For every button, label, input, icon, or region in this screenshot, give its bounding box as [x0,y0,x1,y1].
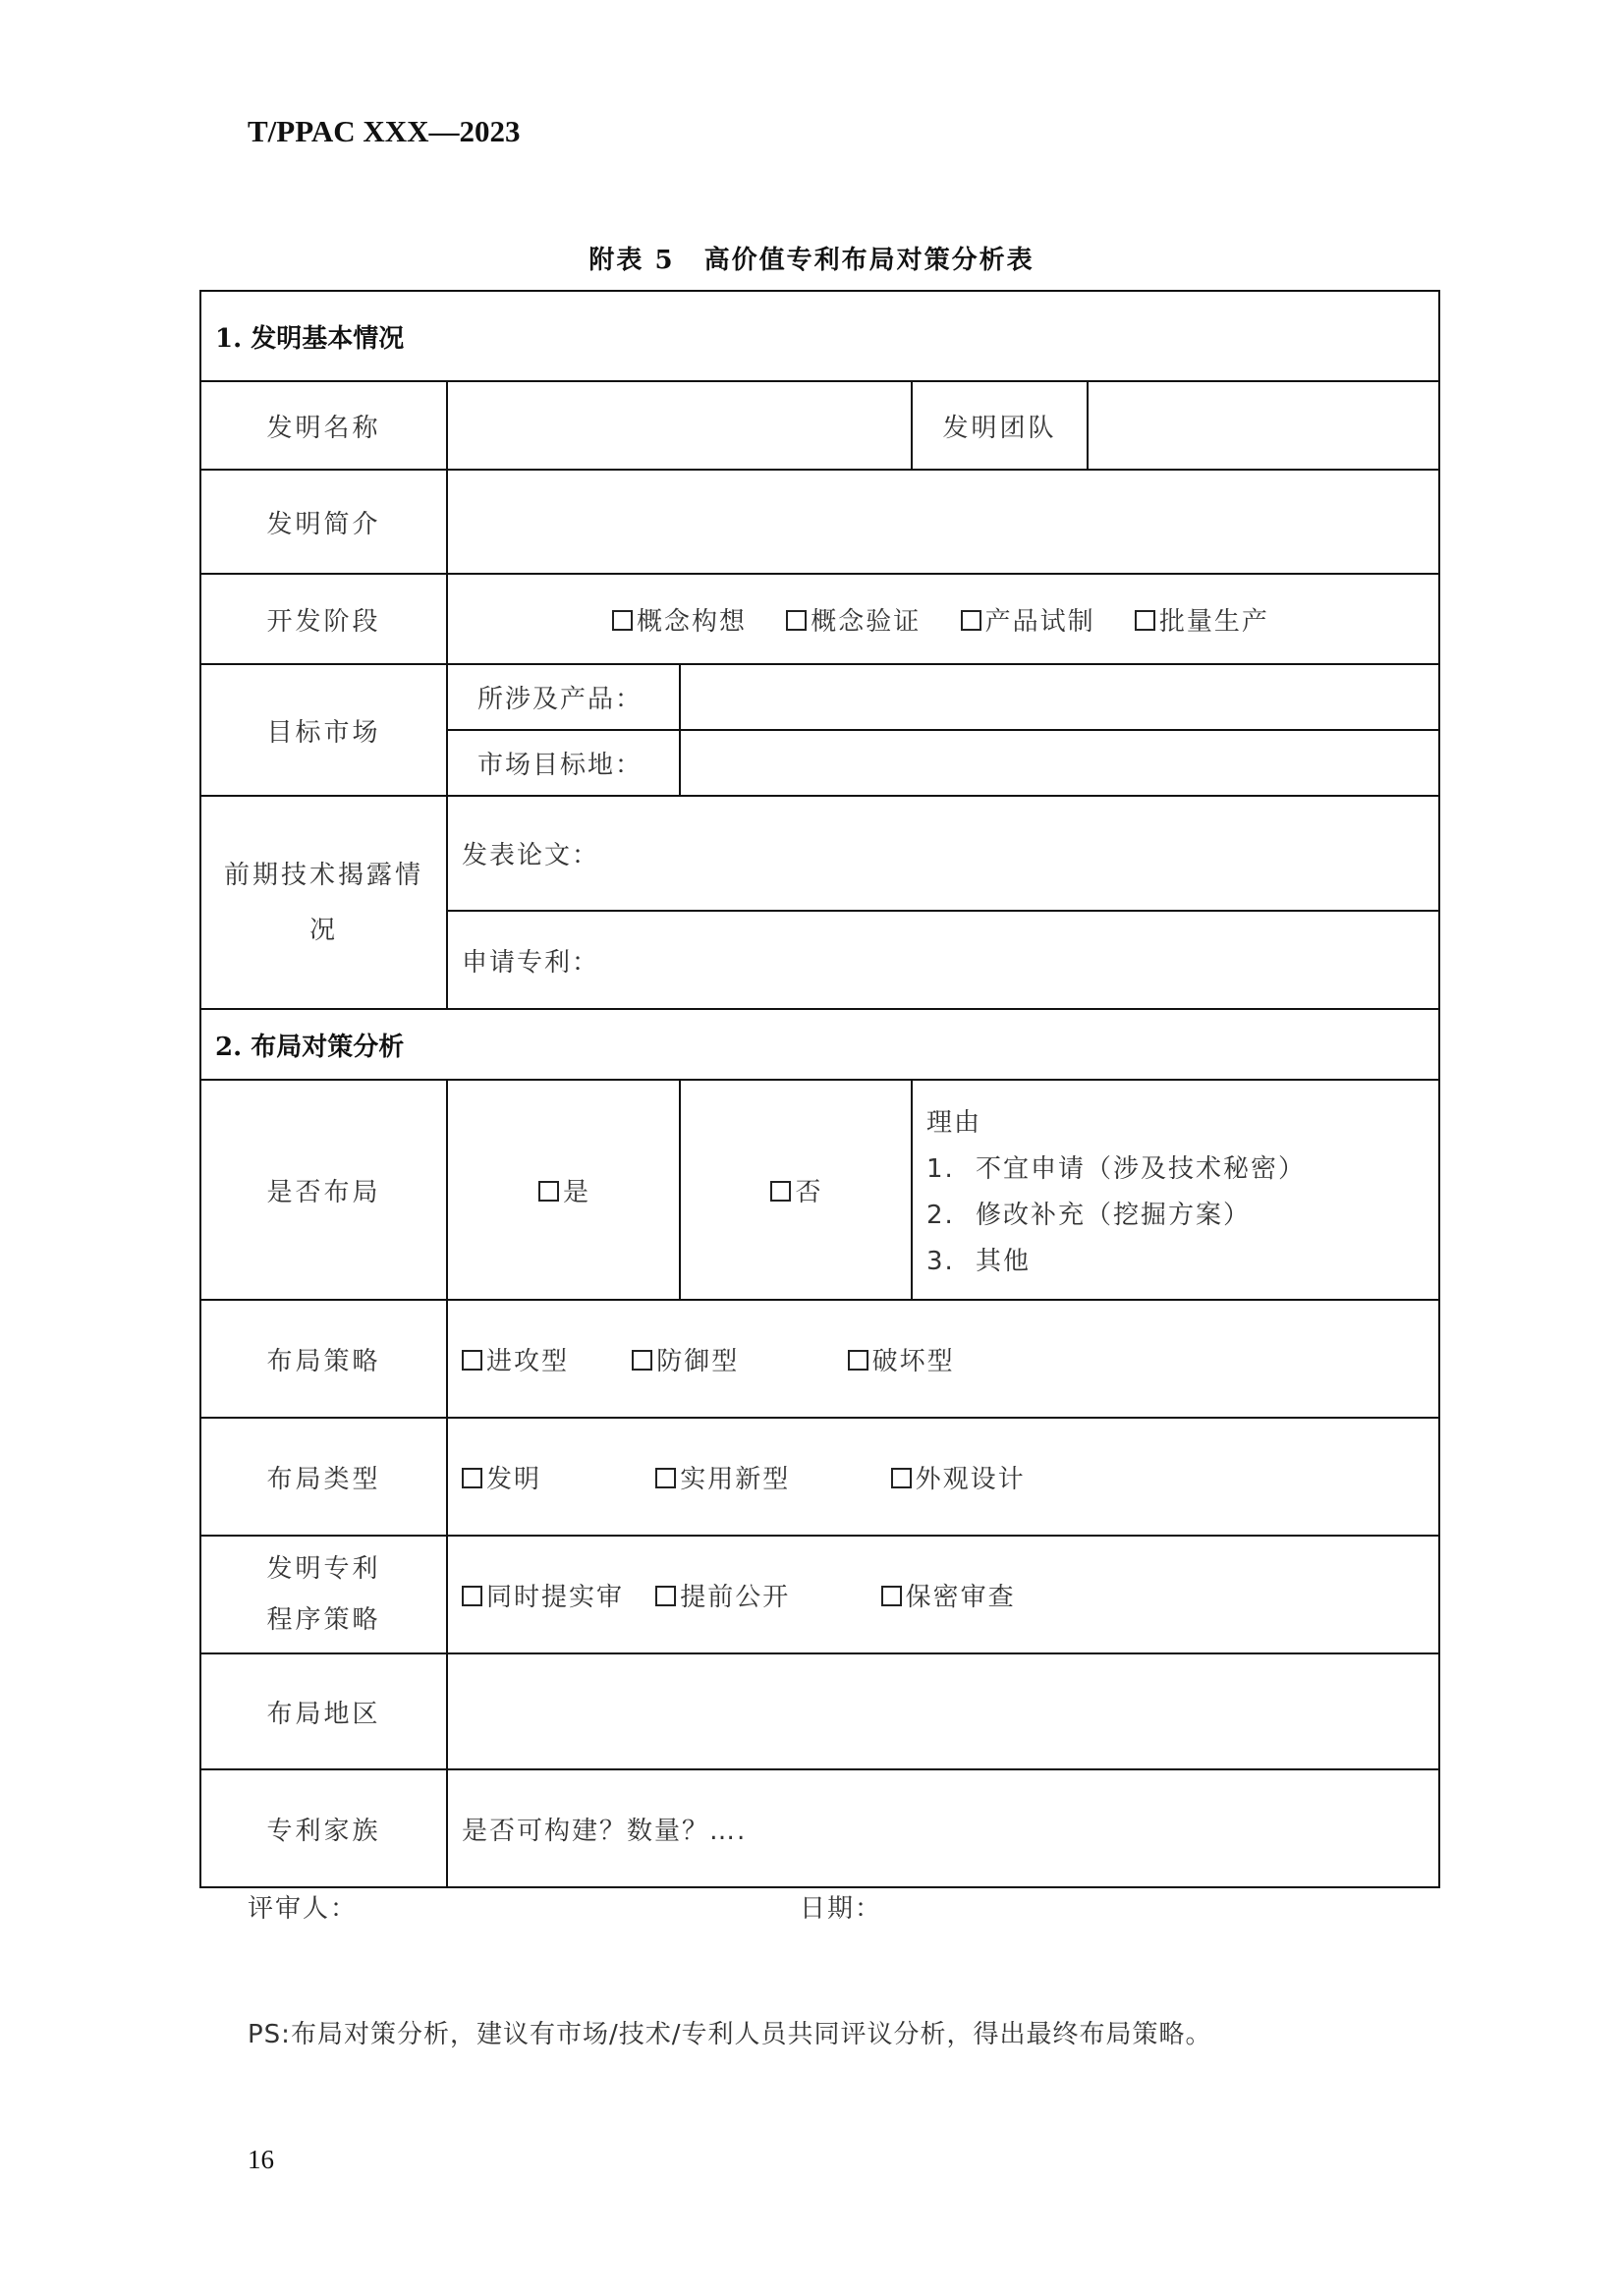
type-option[interactable]: 外观设计 [891,1459,1026,1495]
section2-row [200,1009,1439,1080]
type-option[interactable]: 实用新型 [655,1459,790,1495]
checkbox-icon [462,1586,482,1606]
stage-option[interactable]: 批量生产 [1135,601,1269,638]
invention-team-label: 发明团队 [912,381,1088,470]
strategy-option[interactable]: 破坏型 [848,1341,955,1377]
market-label: 目标市场 [200,664,447,796]
layout-no-cell [680,1080,912,1300]
procedure-row [200,1536,1439,1653]
procedure-option[interactable]: 提前公开 [655,1577,790,1613]
reason-heading: 理由 [926,1108,982,1138]
checkbox-icon [848,1350,868,1371]
market-target-field[interactable] [680,730,1439,796]
type-row [200,1418,1439,1536]
family-field[interactable]: 是否可构建？数量？…. [447,1769,1439,1887]
section2-heading: 2. 布局对策分析 [200,1009,1439,1080]
procedure-label: 发明专利 程序策略 [200,1536,447,1653]
intro-row [200,470,1439,574]
region-label: 布局地区 [200,1653,447,1769]
stage-option[interactable]: 概念验证 [786,601,921,638]
checkbox-icon [655,1586,676,1606]
section1-heading: 1. 发明基本情况 [200,291,1439,381]
invention-name-row [200,381,1439,470]
section1-row [200,291,1439,381]
invention-team-field[interactable] [1088,381,1439,470]
strategy-row [200,1300,1439,1418]
checkbox-icon [770,1181,791,1202]
layout-yes-option[interactable]: 是 [538,1172,588,1208]
type-label: 布局类型 [200,1418,447,1536]
checkbox-icon [612,610,633,631]
family-row [200,1769,1439,1887]
reviewer-label: 评审人： [248,1894,359,1924]
strategy-label: 布局策略 [200,1300,447,1418]
page-number: 16 [248,2145,274,2174]
checkbox-icon [961,610,981,631]
table-title [0,240,1623,276]
checkbox-icon [462,1468,482,1488]
disclosure-label: 前期技术揭露情况 [200,796,447,1009]
layout-decision-row [200,1080,1439,1300]
type-option[interactable]: 发明 [462,1459,541,1495]
table-title-text: 高价值专利布局对策分析表 [703,246,1035,275]
stage-label: 开发阶段 [200,574,447,664]
checkbox-icon [891,1468,912,1488]
market-product-row [200,664,1439,730]
stage-row [200,574,1439,664]
market-target-label: 市场目标地： [447,730,680,796]
patent-field[interactable]: 申请专利： [447,911,1439,1009]
reason-item: 3. 其他 [926,1247,1032,1276]
reason-item: 1. 不宜申请（涉及技术秘密） [926,1154,1307,1184]
footnote: PS:布局对策分析，建议有市场/技术/专利人员共同评议分析，得出最终布局策略。 [248,2020,1212,2049]
region-row [200,1653,1439,1769]
strategy-options [447,1300,1439,1418]
checkbox-icon [881,1586,902,1606]
region-field[interactable] [447,1653,1439,1769]
invention-name-label: 发明名称 [200,381,447,470]
stage-options [447,574,1439,664]
checkbox-icon [538,1181,559,1202]
layout-no-option[interactable]: 否 [770,1172,820,1208]
product-field[interactable] [680,664,1439,730]
checkbox-icon [632,1350,652,1371]
intro-field[interactable] [447,470,1439,574]
reason-item: 2. 修改补充（挖掘方案） [926,1201,1252,1230]
stage-option[interactable]: 概念构想 [612,601,747,638]
layout-label: 是否布局 [200,1080,447,1300]
document-code: T/PPAC XXX—2023 [248,114,521,148]
procedure-options [447,1536,1439,1653]
reason-cell [912,1080,1439,1300]
intro-label: 发明简介 [200,470,447,574]
procedure-option[interactable]: 同时提实审 [462,1577,624,1613]
strategy-option[interactable]: 防御型 [632,1341,739,1377]
type-options [447,1418,1439,1536]
checkbox-icon [1135,610,1155,631]
checkbox-icon [786,610,807,631]
procedure-option[interactable]: 保密审查 [881,1577,1016,1613]
family-label: 专利家族 [200,1769,447,1887]
strategy-option[interactable]: 进攻型 [462,1341,569,1377]
patent-layout-form [199,290,1440,1888]
product-label: 所涉及产品： [447,664,680,730]
disclosure-paper-row [200,796,1439,911]
table-title-prefix: 附表 5 [588,246,675,275]
checkbox-icon [462,1350,482,1371]
checkbox-icon [655,1468,676,1488]
layout-yes-cell [447,1080,680,1300]
stage-option[interactable]: 产品试制 [961,601,1095,638]
date-label: 日期： [800,1894,883,1924]
paper-field[interactable]: 发表论文： [447,796,1439,911]
invention-name-field[interactable] [447,381,912,470]
